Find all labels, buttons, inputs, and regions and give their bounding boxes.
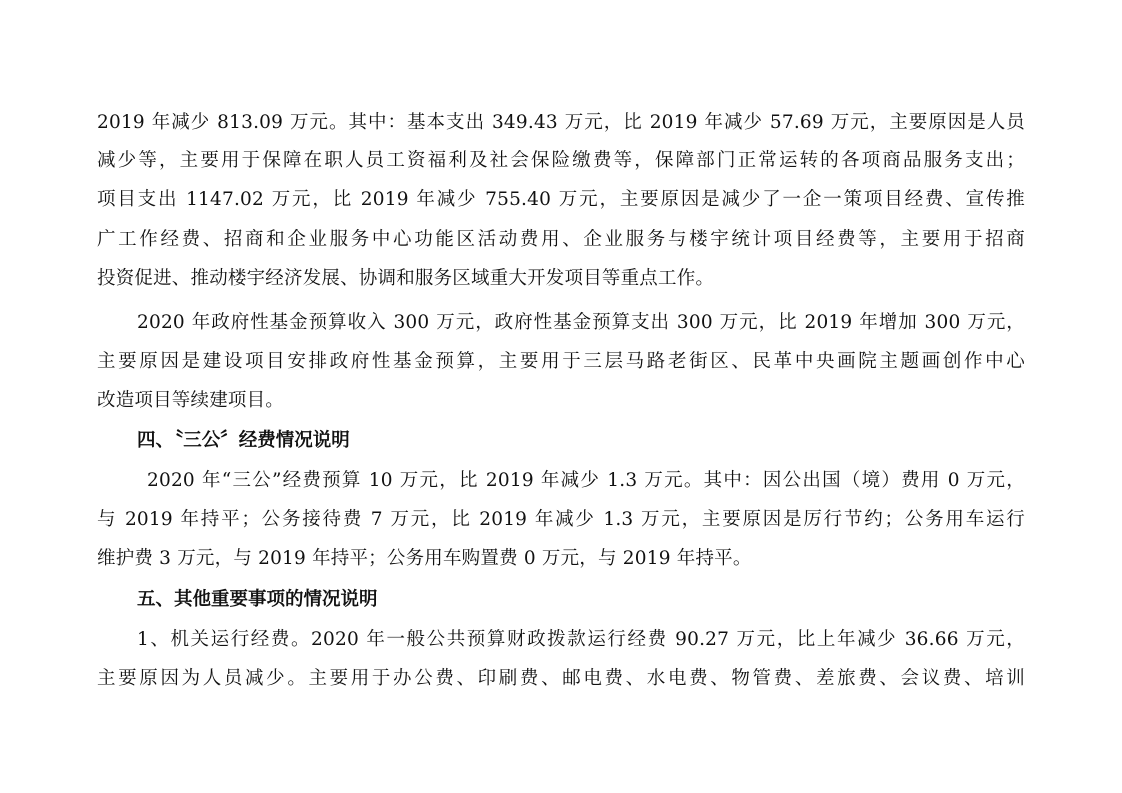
paragraph-line: 减少等，主要用于保障在职人员工资福利及社会保险缴费等，保障部门正常运转的各项商品服务支出； xyxy=(97,150,1025,171)
section-heading: 四、〝三公〞经费情况说明 xyxy=(137,430,350,451)
paragraph-line: 主要原因是建设项目安排政府性基金预算，主要用于三层马路老街区、民革中央画院主题画创作中心 xyxy=(97,351,1025,372)
section-heading: 五、其他重要事项的情况说明 xyxy=(137,589,378,610)
paragraph-line: 广工作经费、招商和企业服务中心功能区活动费用、企业服务与楼宇统计项目经费等，主要用于招商 xyxy=(97,229,1025,250)
paragraph-line: 2020 年政府性基金预算收入 300 万元，政府性基金预算支出 300 万元，比 2019 年增加 300 万元， xyxy=(137,312,1025,333)
paragraph-line: 项目支出 1147.02 万元，比 2019 年减少 755.40 万元，主要原因是减少了一企一策项目经费、宣传推 xyxy=(97,189,1025,210)
paragraph-line: 主要原因为人员减少。主要用于办公费、印刷费、邮电费、水电费、物管费、差旅费、会议费、培训 xyxy=(97,668,1025,689)
paragraph-line: 2019 年减少 813.09 万元。其中：基本支出 349.43 万元，比 2019 年减少 57.69 万元，主要原因是人员 xyxy=(97,112,1025,133)
paragraph-line: 2020 年“三公”经费预算 10 万元，比 2019 年减少 1.3 万元。其中：因公出国（境）费用 0 万元， xyxy=(147,470,1025,491)
paragraph-line: 维护费 3 万元，与 2019 年持平；公务用车购置费 0 万元，与 2019 年持平。 xyxy=(97,548,752,569)
paragraph-line: 与 2019 年持平；公务接待费 7 万元，比 2019 年减少 1.3 万元，主要原因是厉行节约；公务用车运行 xyxy=(97,509,1025,530)
paragraph-line: 投资促进、推动楼宇经济发展、协调和服务区域重大开发项目等重点工作。 xyxy=(97,268,715,289)
paragraph-line: 改造项目等续建项目。 xyxy=(97,390,285,411)
paragraph-line: 1、机关运行经费。2020 年一般公共预算财政拨款运行经费 90.27 万元，比上年减少 36.66 万元， xyxy=(137,629,1025,650)
